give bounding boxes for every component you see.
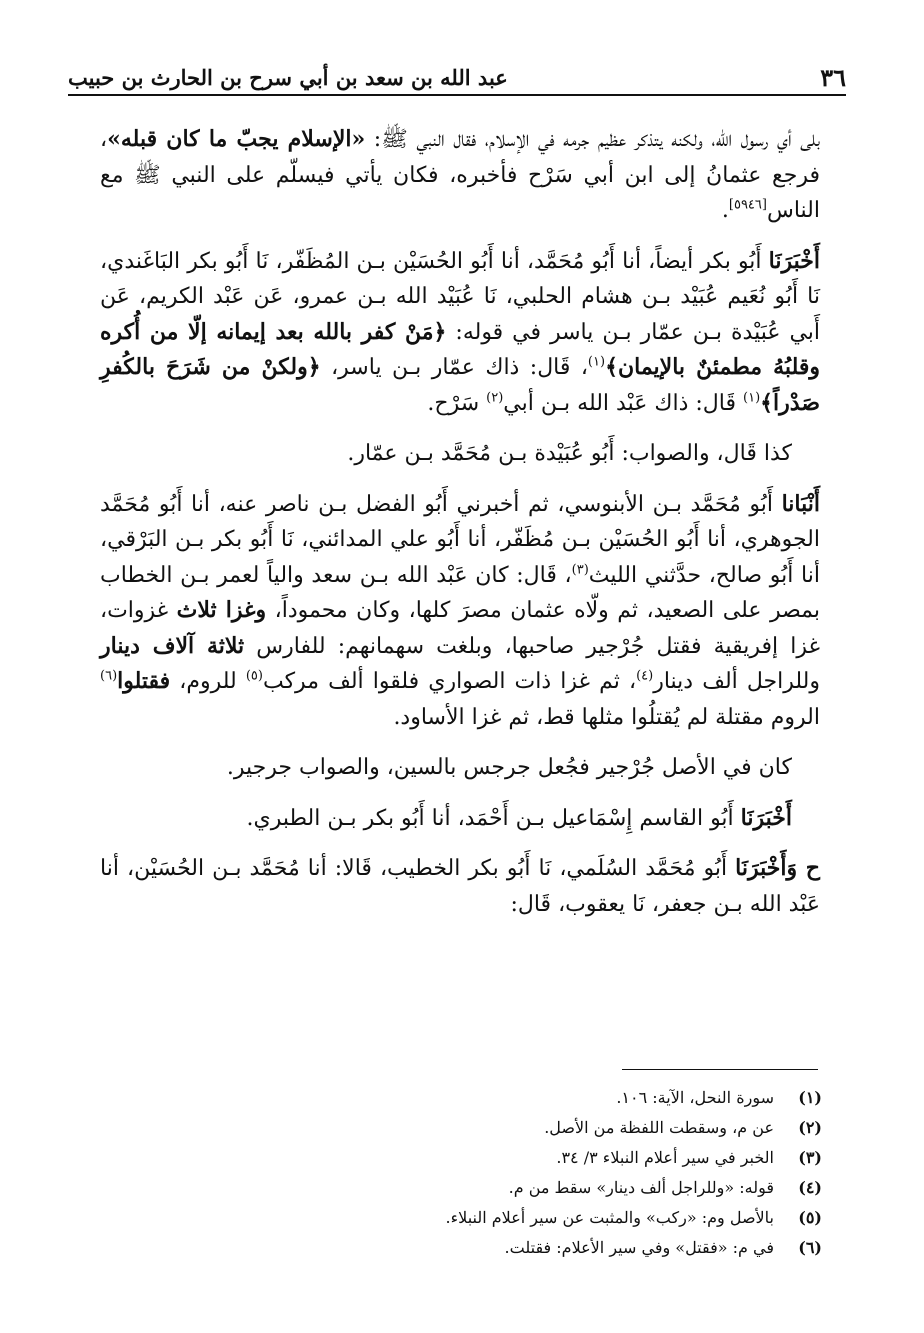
footnote-divider [622,1069,818,1070]
text-run: كذا قَال، والصواب: أَبُو عُبَيْدة بـن مُحَمَّد بـن عمّار. [347,441,792,466]
bold-text: فقتلوا [117,668,171,694]
text-run: ، ثم غزا ذات الصواري فلقوا ألف مركب [262,669,637,694]
text-run: . [721,198,729,223]
text-run: سَرْح. [427,390,487,416]
footnote-item [100,1143,822,1173]
text-run: أَبُو مُحَمَّد السُلَمي، نَا أَبُو بكر الخطيب، قَالا: أنا مُحَمَّد بـن الحُسَيْن، أنا عَبْد الله بـن جعفر، نَا يعقوب، قَال: [100,856,820,917]
page-header [68,60,846,96]
footnote-reference: (٦) [100,668,118,684]
footnote-reference: (٤) [636,668,654,684]
footnote-text: قوله: «وللراجل ألف دينار» سقط من م. [508,1178,774,1197]
footnote-reference: (٣) [571,562,589,578]
footnote-item [100,1203,822,1233]
paragraph [100,487,820,736]
text-run: بلى أي رسول الله، ولكنه يتذكر عظيم جرمه في الإسلام، فقال النبي ﷺ: [365,127,820,152]
bold-text: ﴿ولكنْ من شَرَحَ بالكُفرِ صَدْراً﴾ [100,354,820,416]
text-run: غزوات، غزا إفريقية فقتل جُرْجير صاحبها، وبلغت سهمانهم: للفارس [100,598,820,659]
footnote-number: (٢) [798,1118,822,1137]
footnote-number: (٦) [798,1238,822,1257]
footnote-text: الخبر في سير أعلام النبلاء ٣/ ٣٤. [556,1148,774,1167]
footnote-number: (٥) [798,1208,822,1227]
footnote-reference: [٥٩٤٦] [728,197,767,213]
footnote-item [100,1113,822,1143]
footnote-item [100,1173,822,1203]
bold-text: ثلاثة آلاف دينار [100,632,245,659]
text-run: وللراجل ألف دينار [653,669,820,694]
paragraph [100,436,820,472]
paragraph [100,750,820,786]
paragraph [100,244,820,422]
footnote-item [100,1083,822,1113]
bold-text: أَخْبَرَنَا [740,804,792,831]
footnote-reference: (٥) [245,668,263,684]
footnote-text: في م: «فقتل» وفي سير الأعلام: فقتلت. [504,1238,774,1257]
paragraph [100,801,820,837]
text-run: كان في الأصل جُرْجير فجُعل جرجس بالسين، والصواب جرجير. [226,755,792,780]
text-run: للروم، [170,669,246,694]
text-run: ، فرجع عثمانُ إلى ابن أبي سَرْح فأخبره، فكان يأتي فيسلّم على النبي ﷺ مع الناس [100,127,820,223]
running-title: عبد الله بن سعد بن أبي سرح بن الحارث بن حبيب [68,64,508,90]
footnote-reference: (٢) [486,390,504,406]
bold-text: ﴿مَنْ كفر بالله بعد إيمانه إلّا من أُكره وقلبُهُ مطمئنٌ بالإيمان﴾ [100,318,820,380]
footnote-reference: (١) [743,390,761,406]
text-run: قَال: ذاك عَبْد الله بـن أبي [503,390,743,416]
footnote-text: بالأصل وم: «ركب» والمثبت عن سير أعلام النبلاء. [445,1208,774,1227]
text-run: أَبُو مُحَمَّد بـن الأبنوسي، ثم أخبرني أَبُو الفضل بـن ناصر عنه، أنا أَبُو مُحَمَّد الجوهري، أنا أَبُو الحُسَيْن بـن مُظَفّر، أنا أَبُو علي المدائني، نَا أَبُو بكر بـن البَرْقي، أنا أَبُو صالح، حدَّثني الليث [100,491,820,588]
bold-text: أَنْبَانا [781,490,820,517]
bold-text: «الإسلام يجبّ ما كان قبله» [107,126,366,152]
text-run: ، قَال: ذاك عمّار بـن ياسر، [320,355,588,380]
footnote-number: (٣) [798,1148,822,1167]
footnote-item [100,1233,822,1263]
text-run: أَبُو بكر أيضاً، أنا أَبُو مُحَمَّد، أنا أَبُو الحُسَيْن بـن المُظَفّر، نَا أَبُو بكر البَاغَندي، نَا أَبُو نُعَيم عُبَيْد بـن هشام الحلبي، نَا عُبَيْد الله بـن عمرو، عَن عَبْد الكريم، عَن أَبي عُبَيْدة بـن عمّار بـن ياسر في قوله: [100,248,821,345]
bold-text: وغزا ثلاث [176,597,267,623]
paragraph [100,851,820,922]
body-text [100,122,820,937]
text-run: ، قَال: كان عَبْد الله بـن سعد والياً لعمر بـن الخطاب بمصر على الصعيد، ثم ولّاه عثمان مصرَ كلها، وكان محموداً، [100,562,821,623]
text-run: أَبُو القاسم إِسْمَاعيل بـن أَحْمَد، أنا أَبُو بكر بـن الطبري. [246,805,741,831]
footnote-number: (٤) [798,1178,822,1197]
page-number: ٣٦ [820,62,846,92]
bold-text: ح وَأَخْبَرَنَا [735,855,820,881]
footnotes [100,1083,822,1263]
footnote-text: عن م، وسقطت اللفظة من الأصل. [544,1118,774,1137]
footnote-number: (١) [798,1088,822,1107]
bold-text: أَخْبَرَنَا [768,247,820,274]
paragraph [100,122,820,229]
footnote-text: سورة النحل، الآية: ١٠٦. [616,1088,774,1107]
footnote-reference: (١) [587,354,606,370]
text-run: الروم مقتلة لم يُقتلُوا مثلها قط، ثم غزا الأساود. [393,704,820,730]
